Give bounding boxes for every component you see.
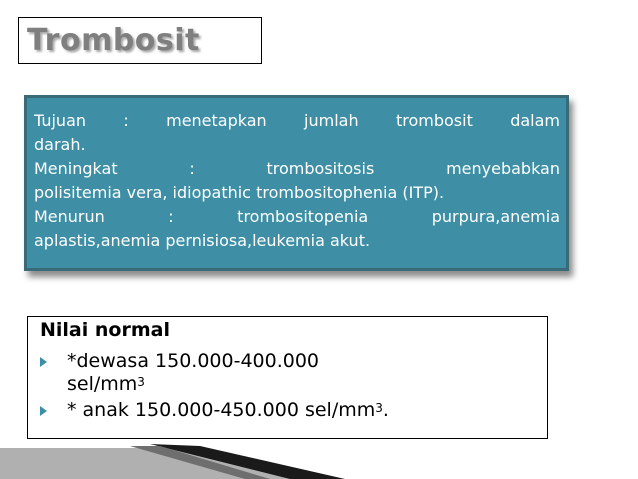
info-line-1: Tujuan : menetapkan jumlah trombosit dalam	[34, 111, 560, 130]
adult-unit-superscript: 3	[137, 375, 145, 389]
child-value: * anak 150.000-450.000 sel/mm	[67, 399, 376, 421]
info-line-5: Menurun : trombositopenia purpura,anemia	[34, 207, 560, 226]
info-line-3: Meningkat : trombositosis menyebabkan	[34, 159, 560, 178]
adult-unit: sel/mm	[67, 373, 138, 395]
info-line-4: polisitemia vera, idiopathic trombositophenia (ITP).	[34, 183, 445, 202]
child-unit-superscript: 3	[375, 401, 383, 415]
info-line-6: aplastis,anemia pernisiosa,leukemia akut.	[34, 231, 371, 250]
slide-title: Trombosit	[27, 23, 200, 58]
info-line-2: darah.	[34, 135, 86, 154]
child-period: .	[382, 399, 389, 421]
list-item-adult-line-1: *dewasa 150.000-400.000	[67, 350, 320, 372]
normal-values-heading: Nilai normal	[40, 319, 170, 341]
